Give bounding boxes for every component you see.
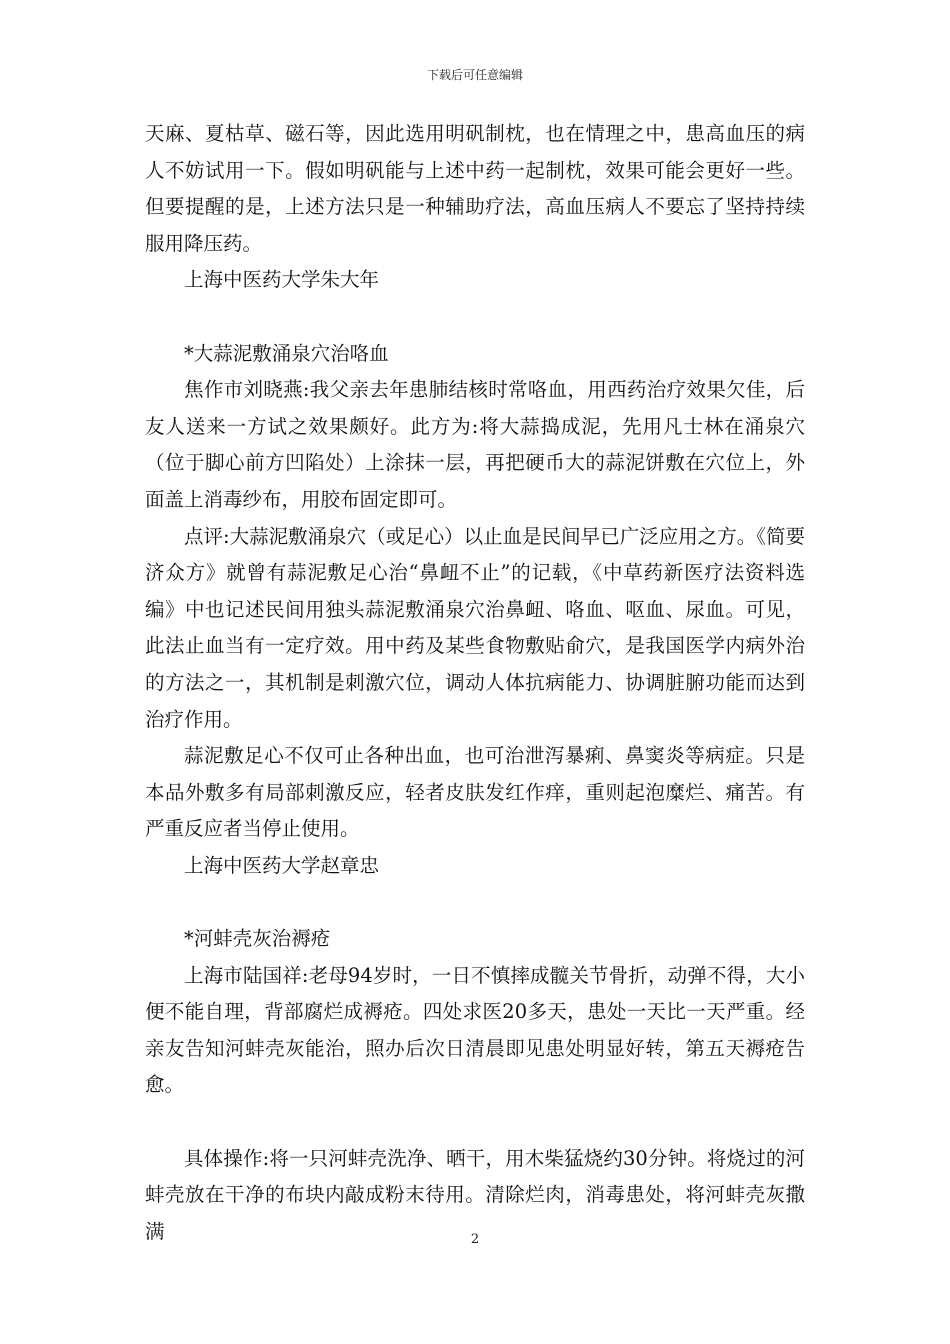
paragraph-clamshell-procedure: 具体操作:将一只河蚌壳洗净、晒干，用木柴猛烧约30分钟。将烧过的河蚌壳放在干净的布块内敲成粉末待用。清除烂肉，消毒患处，将河蚌壳灰撒满 (145, 1146, 805, 1243)
paragraph-garlic-caution: 蒜泥敷足心不仅可止各种出血，也可治泄泻暴痢、鼻窦炎等病症。只是本品外敷多有局部刺激反应，轻者皮肤发红作痒，重则起泡糜烂、痛苦。有严重反应者当停止使用。 (145, 744, 805, 841)
paragraph-hypertension-pillow: 天麻、夏枯草、磁石等，因此选用明矾制枕，也在情理之中，患高血压的病人不妨试用一下。假如明矾能与上述中药一起制枕，效果可能会更好一些。但要提醒的是，上述方法只是一种辅助疗法，高血压病人不要忘了坚持持续服用降压药。 (145, 122, 805, 255)
page-header: 下载后可任意编辑 (426, 68, 523, 82)
spacer (145, 299, 805, 336)
author-signature: 上海中医药大学赵章忠 (184, 853, 380, 877)
section-heading-garlic: *大蒜泥敷涌泉穴治咯血 (184, 341, 389, 365)
paragraph-garlic-review: 点评:大蒜泥敷涌泉穴（或足心）以止血是民间早已广泛应用之方。《简要济众方》就曾有蒜泥敷足心治“鼻衄不止”的记载，《中草药新医疗法资料选编》中也记述民间用独头蒜泥敷涌泉穴治鼻衄、咯血、呕血、尿血。可见，此法止血当有一定疗效。用中药及某些食物敷贴俞穴，是我国医学内病外治的方法之一，其机制是刺激穴位，调动人体抗病能力、协调脏腑功能而达到治疗作用。 (145, 524, 805, 731)
author-signature: 上海中医药大学朱大年 (184, 268, 380, 292)
paragraph-garlic-case: 焦作市刘晓燕:我父亲去年患肺结核时常咯血，用西药治疗效果欠佳，后友人送来一方试之效果颇好。此方为:将大蒜捣成泥，先用凡士林在涌泉穴（位于脚心前方凹陷处）上涂抹一层，再把硬币大的蒜泥饼敷在穴位上，外面盖上消毒纱布，用胶布固定即可。 (145, 378, 805, 511)
section-heading-clamshell: *河蚌壳灰治褥疮 (184, 927, 331, 951)
spacer (145, 884, 805, 921)
spacer (145, 1104, 805, 1141)
page-number: 2 (470, 1232, 480, 1247)
paragraph-clamshell-case: 上海市陆国祥:老母94岁时，一日不慎摔成髋关节骨折，动弹不得，大小便不能自理，背部腐烂成褥疮。四处求医20多天，患处一天比一天严重。经亲友告知河蚌壳灰能治，照办后次日清晨即见患处明显好转，第五天褥疮告愈。 (145, 963, 805, 1097)
document-body (145, 116, 805, 1250)
